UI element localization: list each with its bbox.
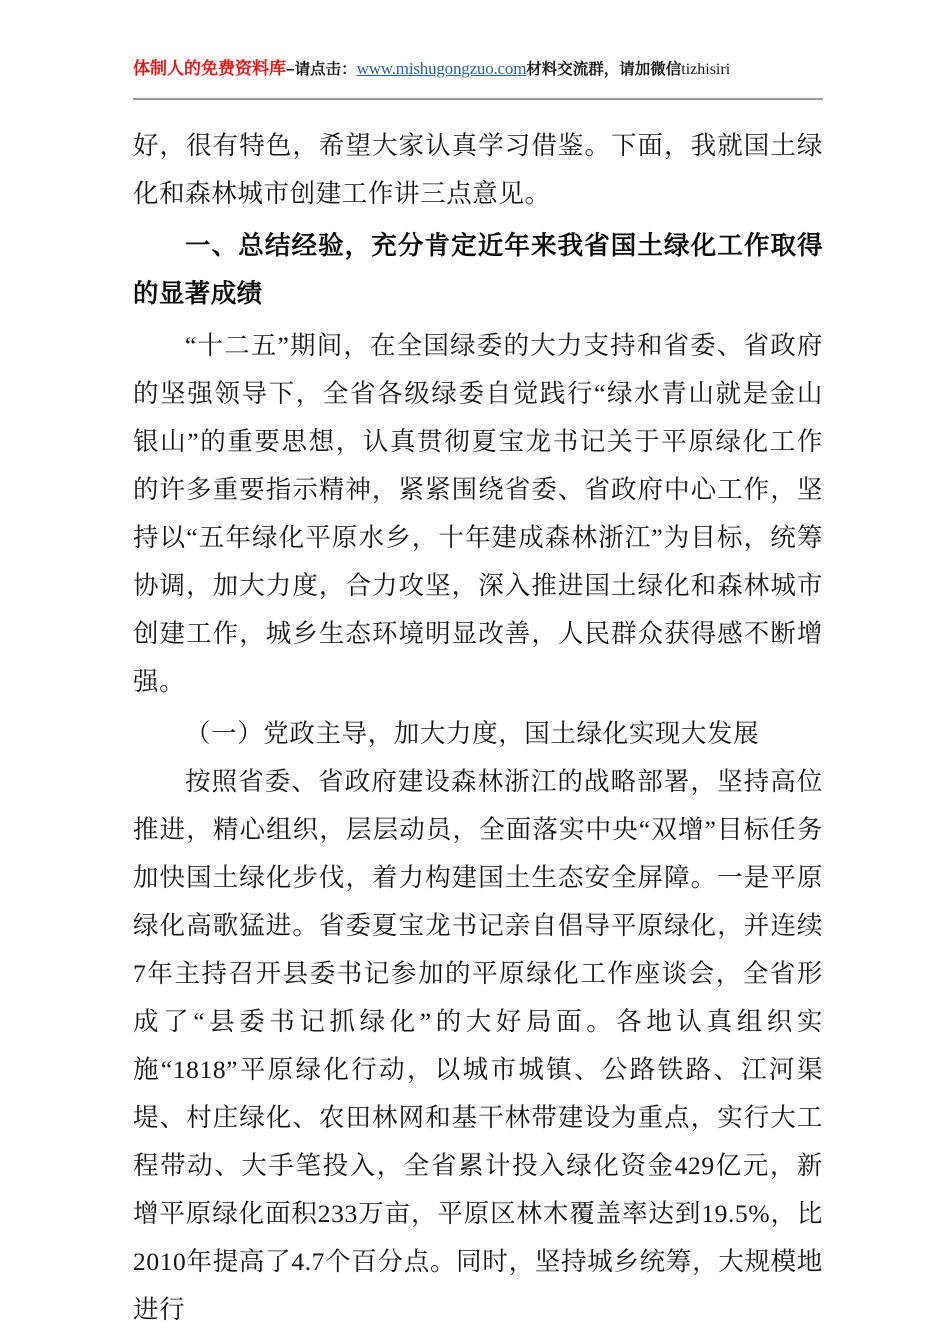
section-one-paragraph: “十二五”期间，在全国绿委的大力支持和省委、省政府的坚强领导下，全省各级绿委自觉践行“绿水青山就是金山银山”的重要思想，认真贯彻夏宝龙书记关于平原绿化工作的许多重要指示精神，紧紧围绕省委、省政府中心工作，坚持以“五年绿化平原水乡，十年建成森林浙江”为目标，统筹协调，加大力度，合力攻坚，深入推进国土绿化和森林城市创建工作，城乡生态环境明显改善，人民群众获得感不断增强。: [133, 331, 823, 696]
header-group-text: 材料交流群，请加微信: [526, 61, 682, 78]
header-text-line: [133, 54, 823, 85]
header-site-label: 体制人的免费资料库: [133, 59, 286, 78]
promotional-header: [133, 54, 823, 85]
opening-paragraph: 好，很有特色，希望大家认真学习借鉴。下面，我就国土绿化和森林城市创建工作讲三点意见。: [133, 131, 823, 208]
document-body: [133, 122, 823, 1334]
subsection-one-heading: （一）党政主导，加大力度，国土绿化实现大发展: [185, 719, 760, 748]
header-url-link[interactable]: www.mishugongzuo.com: [356, 59, 527, 78]
section-one-heading: 一、总结经验，充分肯定近年来我省国土绿化工作取得的显著成绩: [133, 232, 823, 308]
header-divider-rule: [133, 98, 823, 100]
header-wechat-id: tizhisiri: [681, 61, 731, 78]
header-click-prompt: –请点击：: [286, 61, 357, 78]
subsection-one-paragraph: 按照省委、省政府建设森林浙江的战略部署，坚持高位推进，精心组织，层层动员，全面落实中央“双增”目标任务加快国土绿化步伐，着力构建国土生态安全屏障。一是平原绿化高歌猛进。省委夏宝龙书记亲自倡导平原绿化，并连续7年主持召开县委书记参加的平原绿化工作座谈会，全省形成了“县委书记抓绿化”的大好局面。各地认真组织实施“1818”平原绿化行动，以城市城镇、公路铁路、江河渠堤、村庄绿化、农田林网和基干林带建设为重点，实行大工程带动、大手笔投入，全省累计投入绿化资金429亿元，新增平原绿化面积233万亩，平原区林木覆盖率达到19.5%，比2010年提高了4.7个百分点。同时，坚持城乡统筹，大规模地进行: [133, 767, 823, 1324]
